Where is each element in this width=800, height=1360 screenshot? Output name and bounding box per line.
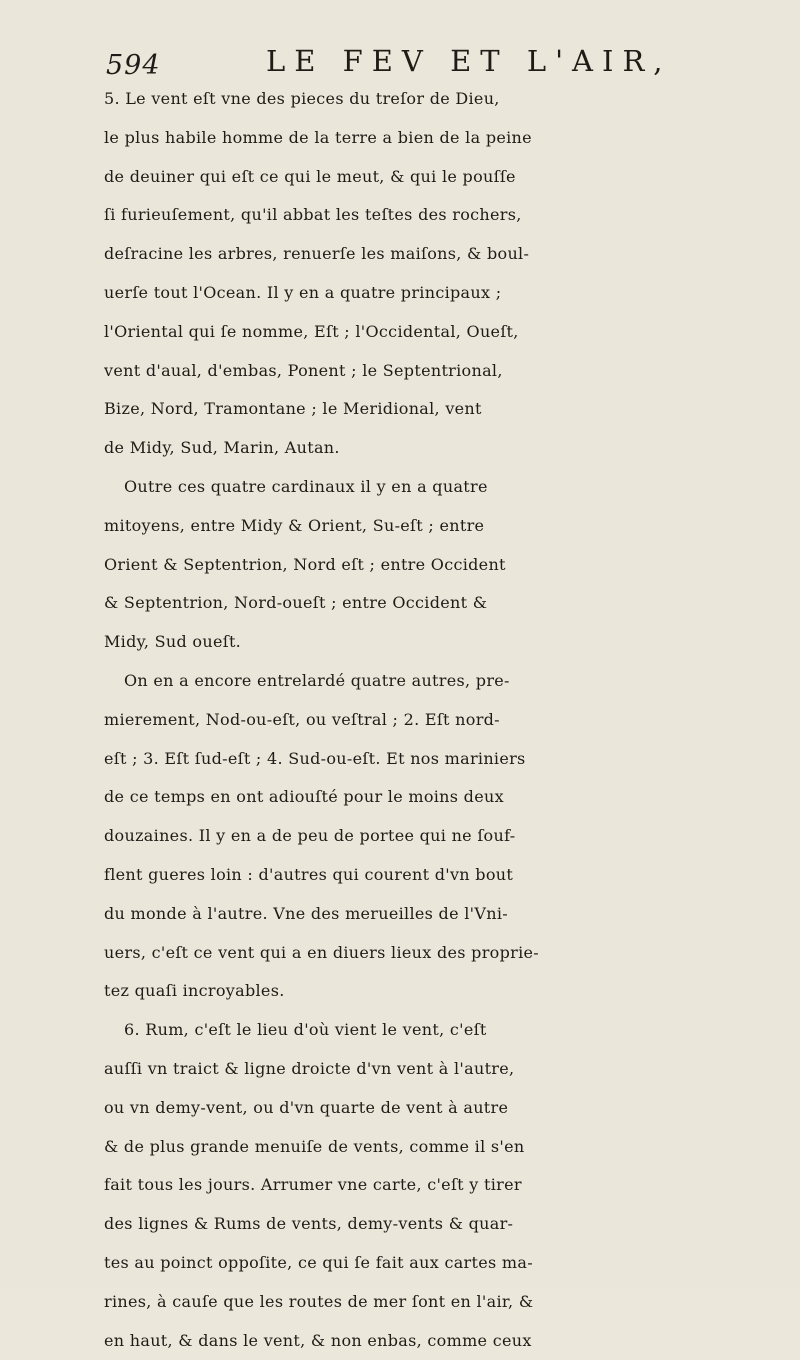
text-line: uers, c'eſt ce vent qui a en diuers lieux des proprie- bbox=[104, 934, 794, 973]
page-number: 594 bbox=[106, 50, 161, 81]
text-line: flent gueres loin : d'autres qui courent d'vn bout bbox=[104, 856, 794, 895]
text-line: rines, à cauſe que les routes de mer ſont en l'air, & bbox=[104, 1283, 794, 1322]
text-line: vent d'aual, d'embas, Ponent ; le Septentrional, bbox=[104, 352, 794, 391]
text-line: Outre ces quatre cardinaux il y en a quatre bbox=[104, 468, 794, 507]
text-line: uerſe tout l'Ocean. Il y en a quatre principaux ; bbox=[104, 274, 794, 313]
text-line: Bize, Nord, Tramontane ; le Meridional, vent bbox=[104, 390, 794, 429]
text-line: 6. Rum, c'eſt le lieu d'où vient le vent, c'eſt bbox=[104, 1011, 794, 1050]
text-line: tes au poinct oppoſite, ce qui ſe fait aux cartes ma- bbox=[104, 1244, 794, 1283]
text-line: douzaines. Il y en a de peu de portee qui ne ſouf- bbox=[104, 817, 794, 856]
text-line: du monde à l'autre. Vne des merueilles de l'Vni- bbox=[104, 895, 794, 934]
text-line: le plus habile homme de la terre a bien de la peine bbox=[104, 119, 794, 158]
text-line: des lignes & Rums de vents, demy-vents & quar- bbox=[104, 1205, 794, 1244]
text-line: & Septentrion, Nord-oueſt ; entre Occident & bbox=[104, 584, 794, 623]
text-line: On en a encore entrelardé quatre autres, pre- bbox=[104, 662, 794, 701]
text-line: de deuiner qui eſt ce qui le meut, & qui le pouſſe bbox=[104, 158, 794, 197]
running-title: LE FEV ET L'AIR, bbox=[266, 44, 672, 78]
text-line: ſi furieuſement, qu'il abbat les teſtes des rochers, bbox=[104, 196, 794, 235]
page-header bbox=[106, 44, 746, 84]
text-line: de Midy, Sud, Marin, Autan. bbox=[104, 429, 794, 468]
text-line: mitoyens, entre Midy & Orient, Su-eſt ; entre bbox=[104, 507, 794, 546]
text-line: en haut, & dans le vent, & non enbas, comme ceux bbox=[104, 1322, 794, 1360]
text-line: deſracine les arbres, renuerſe les maiſons, & boul- bbox=[104, 235, 794, 274]
text-line: mierement, Nod-ou-eſt, ou veſtral ; 2. Eſt nord- bbox=[104, 701, 794, 740]
text-line: Orient & Septentrion, Nord eſt ; entre Occident bbox=[104, 546, 794, 585]
text-line: fait tous les jours. Arrumer vne carte, c'eſt y tirer bbox=[104, 1166, 794, 1205]
text-line: l'Oriental qui ſe nomme, Eſt ; l'Occidental, Oueſt, bbox=[104, 313, 794, 352]
text-line: 5. Le vent eſt vne des pieces du treſor de Dieu, bbox=[104, 80, 794, 119]
text-line: de ce temps en ont adiouſté pour le moins deux bbox=[104, 778, 794, 817]
body-text bbox=[104, 80, 794, 1360]
text-line: eſt ; 3. Eſt ſud-eſt ; 4. Sud-ou-eſt. Et nos mariniers bbox=[104, 740, 794, 779]
text-line: auſſi vn traict & ligne droicte d'vn vent à l'autre, bbox=[104, 1050, 794, 1089]
text-line: Midy, Sud oueſt. bbox=[104, 623, 794, 662]
text-line: ou vn demy-vent, ou d'vn quarte de vent à autre bbox=[104, 1089, 794, 1128]
text-line: & de plus grande menuiſe de vents, comme il s'en bbox=[104, 1128, 794, 1167]
text-line: tez quaſi incroyables. bbox=[104, 972, 794, 1011]
